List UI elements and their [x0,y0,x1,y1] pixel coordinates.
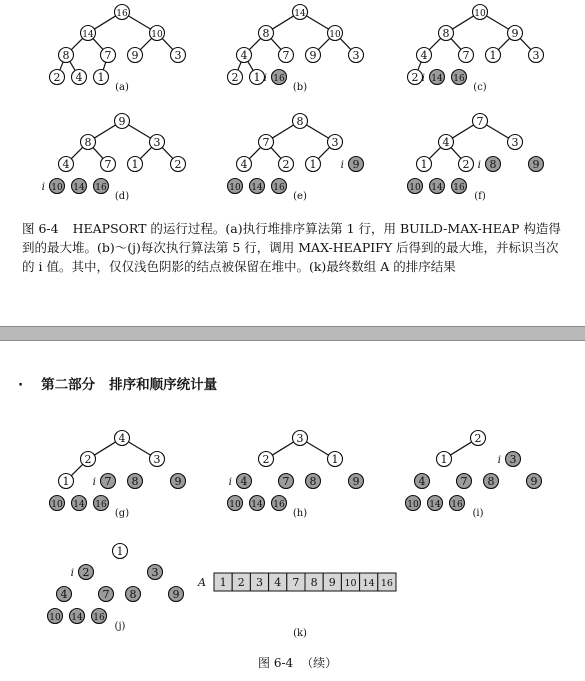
node-value: 9 [118,115,126,128]
panel-label: (b) [292,82,308,93]
array-value: 9 [328,576,336,589]
node-value: 4 [62,158,70,171]
node-value: 3 [509,453,517,466]
node-value: 7 [262,136,270,149]
node-value: 10 [49,613,61,623]
heap-edge [452,125,473,138]
continued-label: 图 6-4 [258,656,294,670]
heap-edge [128,125,150,138]
panel-label: (h) [292,508,308,519]
heap-edge [450,442,471,455]
heap-edge [103,62,105,70]
node-value: 10 [51,500,63,510]
node-value: 3 [153,136,161,149]
heap-edge [60,62,63,70]
node-value: 9 [530,475,538,488]
node-value: 14 [431,74,443,84]
node-value: 10 [407,500,419,510]
node-value: 4 [418,475,426,488]
node-value: 4 [60,588,68,601]
panel-label: (i) [472,508,484,519]
node-value: 9 [511,27,519,40]
node-value: 14 [73,183,85,193]
heap-edge [486,125,508,138]
node-value: 1 [97,71,105,84]
heap-edge [318,38,329,49]
node-value: 4 [240,158,248,171]
panel-label: (c) [473,82,487,93]
heap-edge [93,148,103,159]
node-value: 1 [331,453,339,466]
node-value: 1 [440,453,448,466]
array-value: 2 [237,576,245,589]
node-value: 8 [442,27,450,40]
node-value: 8 [84,136,92,149]
node-value: 14 [431,183,443,193]
node-value: 7 [476,115,484,128]
node-value: 9 [174,475,182,488]
array-value: 4 [274,576,282,589]
heap-edge [451,39,461,50]
node-value: 16 [451,500,463,510]
node-value: 14 [82,30,94,40]
array-value: 3 [256,576,263,589]
node-value: 7 [460,475,468,488]
node-value: 8 [489,158,497,171]
node-value: 1 [62,475,70,488]
node-value: 16 [93,613,105,623]
array-value: 8 [310,576,318,589]
heap-edge [498,38,509,49]
pointer-i-label: i [421,72,425,84]
node-value: 8 [129,588,137,601]
node-value: 3 [174,49,182,62]
heap-edge [94,16,115,29]
panel-label: (g) [114,508,130,519]
node-value: 7 [282,49,290,62]
node-value: 10 [229,500,241,510]
node-value: 2 [411,71,419,84]
section-header [18,373,217,393]
node-value: 3 [532,49,540,62]
pointer-i-label: i [477,159,481,171]
node-value: 10 [329,30,341,40]
pointer-i-label: i [497,454,501,466]
figure-label: 图 6-4 [22,221,59,236]
section-name: 第二部分 [41,377,96,393]
panel-label: (j) [114,621,126,632]
array-value: 1 [219,576,227,589]
array-value: 10 [344,578,357,589]
node-value: 3 [511,136,519,149]
heap-edge [486,16,508,29]
heap-edge [272,16,293,29]
node-value: 1 [489,49,497,62]
node-value: 14 [73,500,85,510]
array-label: A [198,576,206,589]
node-value: 9 [352,475,360,488]
heap-edge [71,464,82,475]
heap-edge [162,147,173,158]
node-value: 14 [294,9,306,19]
node-value: 16 [116,9,128,19]
node-value: 8 [262,27,270,40]
node-value: 2 [84,453,92,466]
node-value: 9 [532,158,540,171]
pointer-i-label: i [70,567,74,579]
continued-caption [258,654,337,671]
heap-edge [140,147,151,158]
node-value: 10 [51,183,63,193]
pointer-i-label: i [92,476,96,488]
pointer-i-label: i [340,159,344,171]
node-value: 2 [231,71,239,84]
heap-edge [71,147,82,158]
node-value: 9 [309,49,317,62]
node-value: 4 [118,432,126,445]
heap-edge [451,148,461,159]
node-value: 3 [352,49,360,62]
node-value: 2 [474,432,482,445]
node-value: 7 [462,49,470,62]
node-value: 4 [442,136,450,149]
heap-edge [248,61,253,70]
node-value: 7 [104,475,112,488]
heap-edge [429,38,440,49]
heap-edge [94,442,115,455]
node-value: 10 [229,183,241,193]
node-value: 1 [253,71,261,84]
array-value: 14 [362,578,375,589]
panel-label: (e) [293,191,307,202]
section-bullet: · [18,377,24,393]
node-value: 1 [309,158,317,171]
heap-edge [128,442,150,455]
panel-label: (a) [115,82,129,93]
panel-label: (d) [114,191,130,202]
heap-edge [306,16,328,29]
node-value: 16 [273,500,285,510]
node-value: 14 [251,500,263,510]
node-value: 2 [174,158,182,171]
node-value: 1 [116,545,124,558]
heap-edge [93,39,103,50]
node-value: 3 [331,136,339,149]
node-value: 3 [151,566,159,579]
pointer-i-label: i [263,72,267,84]
heap-edge [162,38,173,49]
node-value: 1 [131,158,139,171]
node-value: 4 [240,49,248,62]
heap-edge [271,39,281,50]
node-value: 8 [309,475,317,488]
node-value: 9 [131,49,139,62]
heap-edge [452,16,473,29]
heap-edge [429,147,440,158]
heap-edge [340,38,351,49]
array-value: 16 [380,578,393,589]
node-value: 2 [462,158,470,171]
heap-edge [306,442,328,455]
figure-caption [22,219,562,276]
figure-caption-text: HEAPSORT 的运行过程。(a)执行堆排序算法第 1 行，用 BUILD-MAX-HEAP 构造得到的最大堆。(b)～(j)每次执行算法第 5 行，调用 MAX-HEAPIFY 后得到的最大堆，并标识当次的 i 值。其中，仅仅浅色阴影的结点被保留在堆中。(k)最终数组 A 的排序结果 [22,221,561,274]
node-value: 1 [420,158,428,171]
node-value: 10 [409,183,421,193]
node-value: 4 [420,49,428,62]
node-value: 16 [273,74,285,84]
heap-edge [128,16,150,29]
node-value: 3 [296,432,304,445]
heap-edge [271,148,281,159]
node-value: 2 [82,566,90,579]
heap-edge [318,147,329,158]
continued-note: （续） [301,656,338,670]
pointer-i-label: i [228,476,232,488]
heap-edge [70,61,75,70]
heap-edge [71,38,82,49]
node-value: 16 [453,74,465,84]
node-value: 14 [71,613,83,623]
heap-edge [140,38,151,49]
node-value: 3 [153,453,161,466]
heap-edge [306,125,328,138]
node-value: 7 [282,475,290,488]
node-value: 16 [95,183,107,193]
panel-label: (k) [293,628,307,639]
pointer-i-label: i [41,181,45,193]
node-value: 8 [487,475,495,488]
page-break-band [0,326,585,341]
node-value: 7 [104,49,112,62]
node-value: 14 [251,183,263,193]
heap-edge [520,38,531,49]
heap-edge [238,62,241,70]
heap-edge [94,125,115,138]
section-title: 排序和顺序统计量 [109,377,218,393]
node-value: 9 [172,588,180,601]
node-value: 16 [273,183,285,193]
node-value: 10 [474,9,486,19]
heap-edge [249,38,260,49]
node-value: 4 [240,475,248,488]
node-value: 2 [262,453,270,466]
node-value: 8 [62,49,70,62]
node-value: 16 [95,500,107,510]
heap-edge [272,125,293,138]
node-value: 8 [131,475,139,488]
node-value: 10 [151,30,163,40]
node-value: 14 [429,500,441,510]
node-value: 7 [102,588,110,601]
heap-edge [272,442,293,455]
array-value: 7 [292,576,300,589]
node-value: 16 [453,183,465,193]
node-value: 9 [352,158,360,171]
node-value: 8 [296,115,304,128]
node-value: 7 [104,158,112,171]
heap-edge [418,62,421,70]
heap-edge [249,147,260,158]
node-value: 2 [53,71,61,84]
panel-label: (f) [474,191,486,202]
node-value: 4 [75,71,83,84]
node-value: 2 [282,158,290,171]
